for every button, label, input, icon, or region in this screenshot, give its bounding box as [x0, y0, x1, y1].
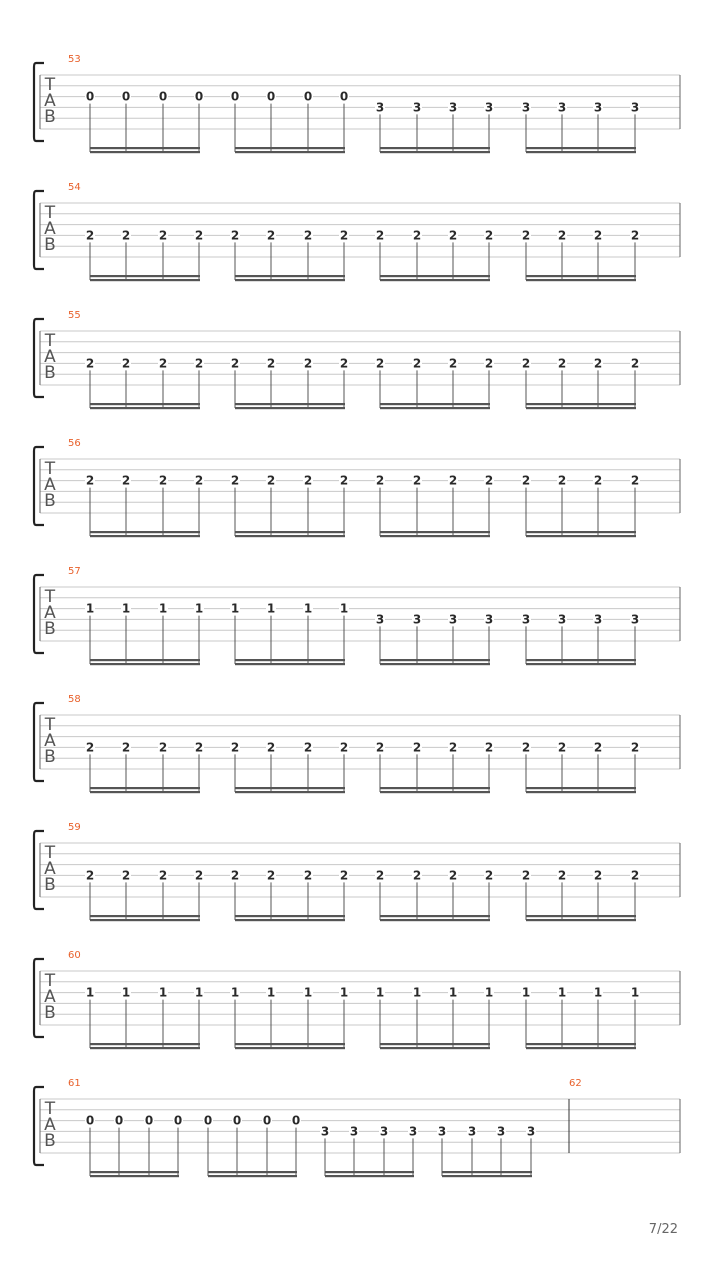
fret-number: 1 [266, 985, 276, 1000]
beam [380, 535, 490, 537]
fret-number: 2 [339, 740, 349, 755]
fret-number: 3 [593, 100, 603, 115]
tab-clef-letter: T [44, 843, 56, 863]
fret-number: 2 [448, 868, 458, 883]
fret-number: 3 [412, 612, 422, 627]
fret-number: 3 [521, 100, 531, 115]
fret-number: 2 [230, 473, 240, 488]
beam [90, 919, 200, 921]
beam [380, 1047, 490, 1049]
fret-number: 2 [85, 473, 95, 488]
beam [90, 787, 200, 789]
fret-number: 3 [448, 612, 458, 627]
fret-number: 1 [121, 601, 131, 616]
fret-number: 1 [230, 601, 240, 616]
beam [380, 407, 490, 409]
fret-number: 2 [484, 356, 494, 371]
fret-number: 2 [630, 473, 640, 488]
beam [90, 147, 200, 149]
fret-number: 2 [194, 228, 204, 243]
fret-number: 3 [593, 612, 603, 627]
fret-number: 2 [630, 740, 640, 755]
beam [235, 275, 345, 277]
measure-number: 59 [68, 822, 81, 833]
fret-number: 2 [266, 740, 276, 755]
beam [526, 1047, 636, 1049]
beam [90, 531, 200, 533]
beam [208, 1175, 297, 1177]
beam [90, 407, 200, 409]
tab-clef-letter: T [44, 75, 56, 95]
fret-number: 3 [412, 100, 422, 115]
fret-number: 0 [85, 89, 95, 104]
tab-system [34, 950, 680, 1049]
measure-number: 62 [569, 1078, 582, 1089]
tab-clef-letter: A [44, 91, 56, 111]
tab-clef-letter: T [44, 331, 56, 351]
beam [235, 535, 345, 537]
beam [526, 791, 636, 793]
beam [235, 1043, 345, 1045]
fret-number: 2 [521, 473, 531, 488]
page-number: 7/22 [648, 1222, 678, 1237]
fret-number: 1 [85, 601, 95, 616]
fret-number: 2 [303, 228, 313, 243]
fret-number: 2 [593, 356, 603, 371]
fret-number: 2 [375, 740, 385, 755]
fret-number: 1 [121, 985, 131, 1000]
tab-clef-letter: B [44, 875, 56, 895]
beam [442, 1175, 532, 1177]
measure-number: 60 [68, 950, 81, 961]
beam [235, 147, 345, 149]
fret-number: 2 [484, 473, 494, 488]
fret-number: 1 [339, 601, 349, 616]
beam [90, 535, 200, 537]
beam [235, 659, 345, 661]
fret-number: 0 [203, 1113, 213, 1128]
fret-number: 2 [448, 356, 458, 371]
beam [526, 275, 636, 277]
fret-number: 2 [557, 356, 567, 371]
fret-number: 1 [85, 985, 95, 1000]
tab-clef-letter: A [44, 347, 56, 367]
fret-number: 1 [194, 601, 204, 616]
fret-number: 2 [303, 868, 313, 883]
fret-number: 2 [484, 740, 494, 755]
fret-number: 2 [484, 228, 494, 243]
beam [90, 1175, 179, 1177]
fret-number: 0 [303, 89, 313, 104]
fret-number: 2 [375, 868, 385, 883]
fret-number: 3 [467, 1124, 477, 1139]
beam [90, 403, 200, 405]
fret-number: 2 [557, 740, 567, 755]
beam [90, 1171, 179, 1173]
fret-number: 2 [593, 868, 603, 883]
beam [90, 1043, 200, 1045]
tab-system [34, 1078, 680, 1177]
beam [526, 915, 636, 917]
beam [235, 531, 345, 533]
fret-number: 2 [121, 740, 131, 755]
tab-clef-letter: T [44, 1099, 56, 1119]
fret-number: 0 [173, 1113, 183, 1128]
beam [325, 1171, 414, 1173]
tab-clef-letter: A [44, 731, 56, 751]
measure-number: 56 [68, 438, 81, 449]
fret-number: 1 [303, 601, 313, 616]
fret-number: 0 [230, 89, 240, 104]
fret-number: 2 [630, 356, 640, 371]
fret-number: 2 [230, 868, 240, 883]
beam [90, 791, 200, 793]
fret-number: 2 [85, 228, 95, 243]
fret-number: 0 [158, 89, 168, 104]
beam [325, 1175, 414, 1177]
tab-clef-letter: T [44, 715, 56, 735]
fret-number: 3 [375, 100, 385, 115]
tab-clef-letter: B [44, 619, 56, 639]
beam [380, 915, 490, 917]
fret-number: 3 [484, 100, 494, 115]
fret-number: 3 [526, 1124, 536, 1139]
fret-number: 1 [521, 985, 531, 1000]
beam [235, 915, 345, 917]
fret-number: 2 [194, 868, 204, 883]
beam [208, 1171, 297, 1173]
fret-number: 2 [230, 740, 240, 755]
fret-number: 2 [339, 473, 349, 488]
fret-number: 0 [232, 1113, 242, 1128]
fret-number: 2 [375, 473, 385, 488]
tab-clef-letter: B [44, 1003, 56, 1023]
fret-number: 2 [85, 740, 95, 755]
fret-number: 3 [496, 1124, 506, 1139]
fret-number: 1 [158, 601, 168, 616]
tab-clef-letter: B [44, 747, 56, 767]
fret-number: 2 [194, 740, 204, 755]
fret-number: 2 [194, 356, 204, 371]
beam [235, 151, 345, 153]
fret-number: 2 [158, 868, 168, 883]
beam [90, 279, 200, 281]
tab-system [34, 54, 680, 153]
fret-number: 3 [557, 100, 567, 115]
fret-number: 2 [85, 356, 95, 371]
fret-number: 2 [303, 473, 313, 488]
beam [90, 915, 200, 917]
fret-number: 2 [448, 473, 458, 488]
fret-number: 2 [412, 228, 422, 243]
fret-number: 3 [379, 1124, 389, 1139]
fret-number: 0 [121, 89, 131, 104]
tab-clef-letter: A [44, 603, 56, 623]
fret-number: 2 [121, 356, 131, 371]
fret-number: 2 [266, 473, 276, 488]
fret-number: 1 [448, 985, 458, 1000]
measure-number: 54 [68, 182, 81, 193]
beam [526, 663, 636, 665]
fret-number: 3 [630, 100, 640, 115]
beam [380, 279, 490, 281]
fret-number: 2 [521, 868, 531, 883]
tab-clef-letter: A [44, 475, 56, 495]
fret-number: 0 [194, 89, 204, 104]
tab-clef-letter: A [44, 1115, 56, 1135]
fret-number: 2 [121, 868, 131, 883]
fret-number: 1 [230, 985, 240, 1000]
tab-clef-letter: T [44, 587, 56, 607]
fret-number: 2 [593, 740, 603, 755]
fret-number: 1 [630, 985, 640, 1000]
tab-system [34, 694, 680, 793]
fret-number: 3 [521, 612, 531, 627]
tab-clef-letter: A [44, 859, 56, 879]
beam [526, 531, 636, 533]
fret-number: 3 [448, 100, 458, 115]
fret-number: 2 [266, 868, 276, 883]
tab-clef-letter: B [44, 1131, 56, 1151]
fret-number: 2 [412, 473, 422, 488]
fret-number: 0 [266, 89, 276, 104]
fret-number: 0 [85, 1113, 95, 1128]
fret-number: 0 [339, 89, 349, 104]
fret-number: 2 [375, 356, 385, 371]
fret-number: 2 [448, 740, 458, 755]
fret-number: 2 [230, 228, 240, 243]
fret-number: 1 [557, 985, 567, 1000]
fret-number: 1 [158, 985, 168, 1000]
tab-system [34, 822, 680, 921]
fret-number: 0 [291, 1113, 301, 1128]
beam [380, 659, 490, 661]
tab-system [34, 310, 680, 409]
fret-number: 3 [630, 612, 640, 627]
fret-number: 2 [521, 228, 531, 243]
measure-number: 53 [68, 54, 81, 65]
beam [90, 275, 200, 277]
fret-number: 3 [408, 1124, 418, 1139]
fret-number: 2 [158, 356, 168, 371]
fret-number: 2 [412, 356, 422, 371]
beam [380, 663, 490, 665]
tab-system [34, 182, 680, 281]
tab-clef-letter: B [44, 235, 56, 255]
tab-clef-letter: B [44, 491, 56, 511]
fret-number: 2 [266, 228, 276, 243]
fret-number: 3 [375, 612, 385, 627]
beam [235, 1047, 345, 1049]
fret-number: 1 [303, 985, 313, 1000]
tab-clef-letter: A [44, 219, 56, 239]
fret-number: 2 [375, 228, 385, 243]
beam [90, 151, 200, 153]
beam [526, 1043, 636, 1045]
beam [526, 535, 636, 537]
beam [526, 279, 636, 281]
beam [526, 403, 636, 405]
beam [235, 919, 345, 921]
fret-number: 2 [121, 228, 131, 243]
fret-number: 1 [194, 985, 204, 1000]
tab-system [34, 566, 680, 665]
measure-number: 55 [68, 310, 81, 321]
tab-clef-letter: T [44, 459, 56, 479]
beam [526, 151, 636, 153]
beam [235, 787, 345, 789]
fret-number: 2 [557, 473, 567, 488]
fret-number: 0 [262, 1113, 272, 1128]
beam [235, 407, 345, 409]
beam [526, 919, 636, 921]
tab-clef-letter: T [44, 971, 56, 991]
beam [235, 279, 345, 281]
beam [380, 403, 490, 405]
fret-number: 2 [158, 473, 168, 488]
fret-number: 2 [557, 228, 567, 243]
tab-clef-letter: B [44, 107, 56, 127]
measure-number: 61 [68, 1078, 81, 1089]
fret-number: 2 [85, 868, 95, 883]
beam [90, 663, 200, 665]
beam [380, 791, 490, 793]
fret-number: 2 [630, 868, 640, 883]
beam [380, 531, 490, 533]
fret-number: 2 [303, 740, 313, 755]
tab-clef-letter: A [44, 987, 56, 1007]
fret-number: 3 [484, 612, 494, 627]
beam [380, 275, 490, 277]
beam [380, 787, 490, 789]
fret-number: 2 [593, 228, 603, 243]
beam [235, 791, 345, 793]
beam [90, 1047, 200, 1049]
measure-number: 58 [68, 694, 81, 705]
fret-number: 0 [144, 1113, 154, 1128]
fret-number: 2 [230, 356, 240, 371]
beam [235, 663, 345, 665]
fret-number: 2 [158, 740, 168, 755]
fret-number: 2 [630, 228, 640, 243]
fret-number: 2 [412, 740, 422, 755]
fret-number: 1 [266, 601, 276, 616]
beam [380, 151, 490, 153]
beam [90, 659, 200, 661]
beam [526, 407, 636, 409]
beam [380, 147, 490, 149]
fret-number: 2 [339, 356, 349, 371]
fret-number: 2 [339, 868, 349, 883]
beam [380, 919, 490, 921]
fret-number: 3 [320, 1124, 330, 1139]
fret-number: 2 [412, 868, 422, 883]
fret-number: 2 [448, 228, 458, 243]
beam [235, 403, 345, 405]
fret-number: 2 [266, 356, 276, 371]
fret-number: 3 [349, 1124, 359, 1139]
tab-system [34, 438, 680, 537]
fret-number: 1 [375, 985, 385, 1000]
fret-number: 2 [158, 228, 168, 243]
fret-number: 2 [121, 473, 131, 488]
fret-number: 1 [593, 985, 603, 1000]
fret-number: 1 [484, 985, 494, 1000]
fret-number: 2 [557, 868, 567, 883]
fret-number: 1 [339, 985, 349, 1000]
beam [526, 147, 636, 149]
fret-number: 2 [521, 356, 531, 371]
fret-number: 2 [303, 356, 313, 371]
beam [442, 1171, 532, 1173]
fret-number: 2 [593, 473, 603, 488]
fret-number: 2 [484, 868, 494, 883]
tab-clef-letter: T [44, 203, 56, 223]
fret-number: 3 [437, 1124, 447, 1139]
beam [526, 787, 636, 789]
beam [380, 1043, 490, 1045]
beam [526, 659, 636, 661]
fret-number: 0 [114, 1113, 124, 1128]
fret-number: 2 [521, 740, 531, 755]
fret-number: 2 [339, 228, 349, 243]
fret-number: 3 [557, 612, 567, 627]
measure-number: 57 [68, 566, 81, 577]
fret-number: 2 [194, 473, 204, 488]
fret-number: 1 [412, 985, 422, 1000]
tab-clef-letter: B [44, 363, 56, 383]
